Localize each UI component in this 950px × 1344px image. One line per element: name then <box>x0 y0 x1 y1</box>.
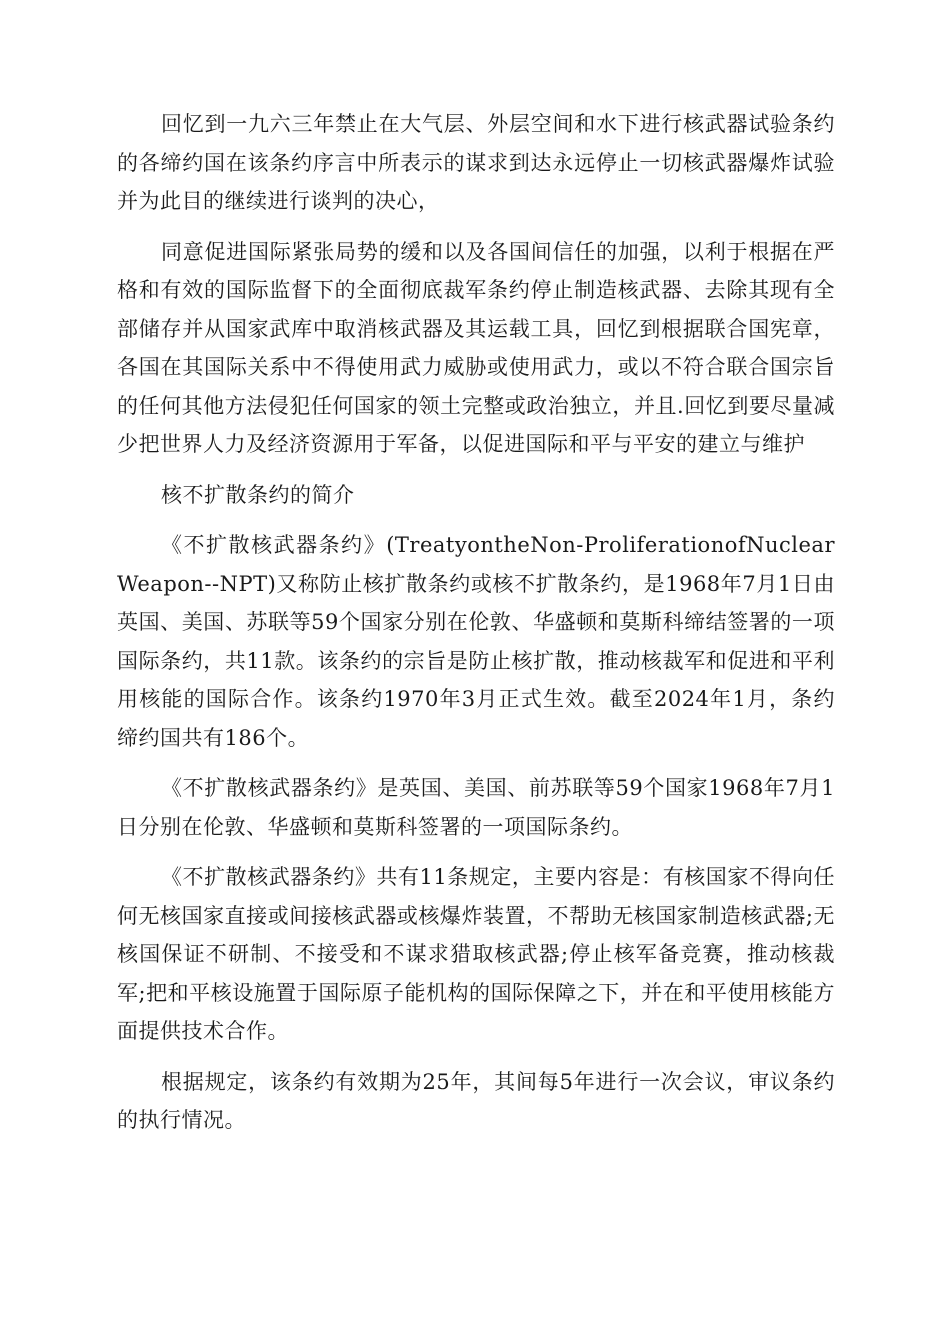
section-heading-npt-intro: 核不扩散条约的简介 <box>161 482 355 507</box>
paragraph-npt-validity: 根据规定，该条约有效期为25年，其间每5年进行一次会议，审议条约的执行情况。 <box>117 1069 835 1132</box>
paragraph-test-ban-recall: 回忆到一九六三年禁止在大气层、外层空间和水下进行核武器试验条约的各缔约国在该条约序言中所表示的谋求到达永远停止一切核武器爆炸试验并为此目的继续进行谈判的决心， <box>117 112 835 213</box>
document-body <box>117 105 835 1152</box>
paragraph-disarmament-agreement: 同意促进国际紧张局势的缓和以及各国间信任的加强，以利于根据在严格和有效的国际监督下的全面彻底裁军条约停止制造核武器、去除其现有全部储存并从国家武库中取消核武器及其运载工具，回忆到根据联合国宪章，各国在其国际关系中不得使用武力威胁或使用武力，或以不符合联合国宗旨的任何其他方法侵犯任何国家的领土完整或政治独立，并且.回忆到要尽量减少把世界人力及经济资源用于军备，以促进国际和平与平安的建立与维护 <box>117 239 835 456</box>
paragraph-npt-contents: 《不扩散核武器条约》共有11条规定，主要内容是：有核国家不得向任何无核国家直接或间接核武器或核爆炸装置，不帮助无核国家制造核武器;无核国保证不研制、不接受和不谋求猎取核武器;停止核军备竞赛，推动核裁军;把和平核设施置于国际原子能机构的国际保障之下，并在和平使用核能方面提供技术合作。 <box>117 865 835 1043</box>
paragraph-npt-signing: 《不扩散核武器条约》是英国、美国、前苏联等59个国家1968年7月1日分别在伦敦、华盛顿和莫斯科签署的一项国际条约。 <box>117 776 835 839</box>
paragraph-npt-overview: 《不扩散核武器条约》(TreatyontheNon-ProliferationofNuclearWeapon--NPT)又称防止核扩散条约或核不扩散条约，是1968年7月1日由英国、美国、苏联等59个国家分别在伦敦、华盛顿和莫斯科缔结签署的一项国际条约，共11款。该条约的宗旨是防止核扩散，推动核裁军和促进和平利用核能的国际合作。该条约1970年3月正式生效。截至2024年1月，条约缔约国共有186个。 <box>117 533 835 750</box>
